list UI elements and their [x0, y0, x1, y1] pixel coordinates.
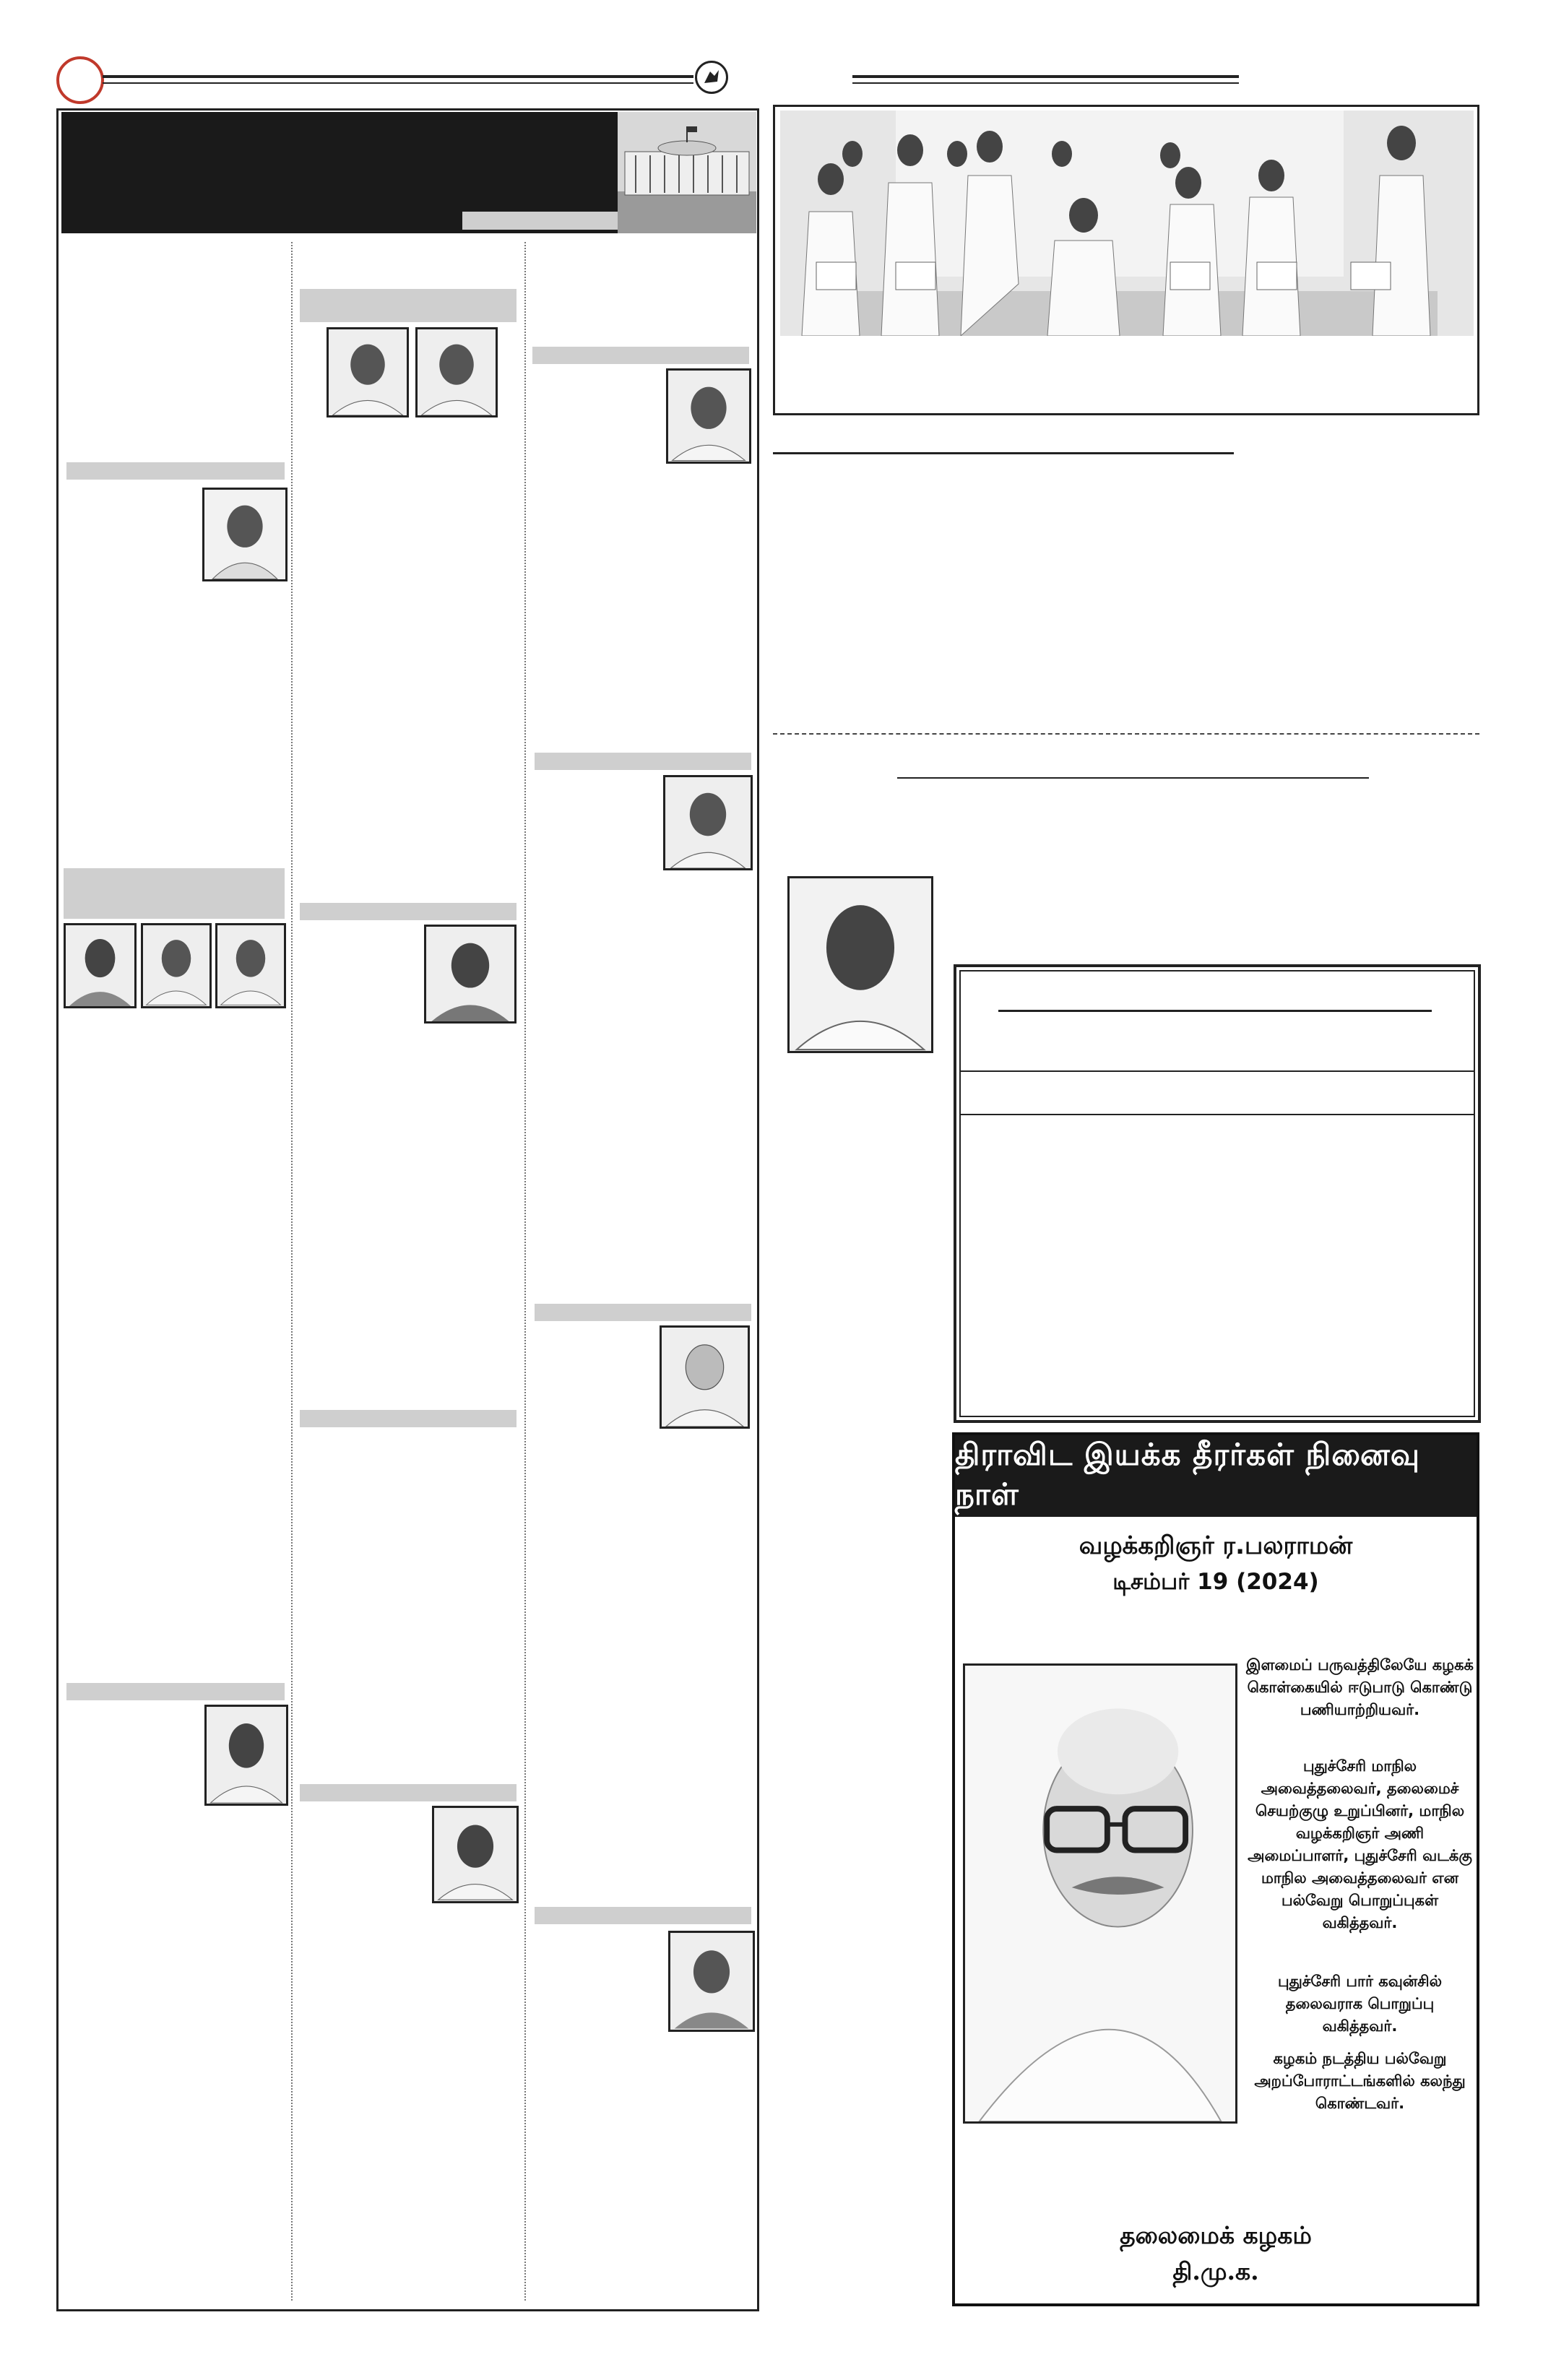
masthead-circle-icon	[56, 56, 104, 104]
memorial-bio-para-4: கழகம் நடத்திய பல்வேறு அறப்போராட்டங்களில் கலந்து கொண்டவர்.	[1254, 2050, 1466, 2112]
memorial-bio-para-2: புதுச்சேரி மாநில அவைத்தலைவர், தலைமைச் செயற்குழு உறுப்பினர், மாநில வழக்கறிஞர் அணி அமைப்பாளர், புதுச்சேரி வடக்கு மாநில அவைத்தலைவர் என பல்வேறு பொறுப்புகள் வகித்தவர்.	[1248, 1757, 1472, 1931]
memorial-bio-para-3: புதுச்சேரி பார் கவுன்சில் தலைவராக பொறுப்பு வகித்தவர்.	[1277, 1973, 1443, 2035]
col1-subheading-2	[64, 868, 285, 919]
memorial-date: டிசம்பர் 19 (2024)	[1112, 1569, 1319, 1595]
col3-subheading-1	[532, 347, 749, 364]
header-subbar	[462, 212, 618, 230]
group-photo	[780, 111, 1474, 336]
memorial-bio-para-1: இளமைப் பருவத்திலேயே கழகக் கொள்கையில் ஈடுபாடு கொண்டு பணியாற்றியவர்.	[1246, 1656, 1474, 1718]
col2-portrait-1a	[327, 327, 409, 417]
col1-portrait-1	[202, 488, 288, 581]
column-separator-2	[524, 242, 526, 2301]
col3-portrait-1	[666, 368, 751, 464]
notice-divider-2	[961, 1114, 1474, 1115]
col2-subheading-3	[300, 1410, 517, 1427]
memorial-person-name: வழக்கறிஞர் ர.பலராமன்	[1079, 1531, 1353, 1560]
memorial-footer-line2: தி.மு.க.	[1172, 2257, 1259, 2285]
notice-title-rule	[998, 1010, 1432, 1012]
col1-portrait-2b	[141, 923, 212, 1008]
left-article-box	[56, 108, 759, 2311]
right-article2-portrait	[787, 876, 933, 1053]
column-separator-1	[291, 242, 293, 2301]
memorial-title: திராவிட இயக்க தீரர்கள் நினைவு நாள்	[955, 1435, 1477, 1517]
masthead-rule	[103, 75, 693, 78]
right-article-rule	[773, 452, 1234, 454]
col1-portrait-3	[204, 1705, 288, 1806]
right-masthead-rule-thin	[852, 82, 1239, 84]
col3-subheading-3	[535, 1304, 751, 1321]
col2-subheading-2	[300, 903, 517, 920]
col2-portrait-1b	[415, 327, 498, 417]
right-article2-rule	[897, 777, 1369, 779]
col1-subheading-3	[66, 1683, 285, 1700]
col2-subheading-1	[300, 289, 517, 322]
right-masthead-rule	[852, 75, 1239, 78]
col2-portrait-3	[432, 1806, 519, 1903]
parliament-building-photo	[618, 112, 756, 233]
col1-portrait-2c	[215, 923, 286, 1008]
notice-box-inner	[959, 970, 1475, 1417]
col3-portrait-2	[663, 775, 753, 870]
memorial-portrait	[963, 1663, 1237, 2124]
col3-portrait-3	[660, 1325, 750, 1429]
memorial-footer-line1: தலைமைக் கழகம்	[1120, 2221, 1312, 2249]
right-article-dashed-separator	[773, 733, 1479, 735]
notice-divider-1	[961, 1070, 1474, 1072]
col3-subheading-4	[535, 1907, 751, 1924]
masthead-rule-thin	[103, 82, 693, 84]
party-symbol-icon	[695, 61, 728, 94]
col2-subheading-4	[300, 1784, 517, 1801]
col1-portrait-2a	[64, 923, 137, 1008]
col2-portrait-2	[424, 925, 517, 1024]
col1-subheading-1	[66, 462, 285, 480]
col3-portrait-4	[668, 1931, 755, 2032]
col3-subheading-2	[535, 753, 751, 770]
